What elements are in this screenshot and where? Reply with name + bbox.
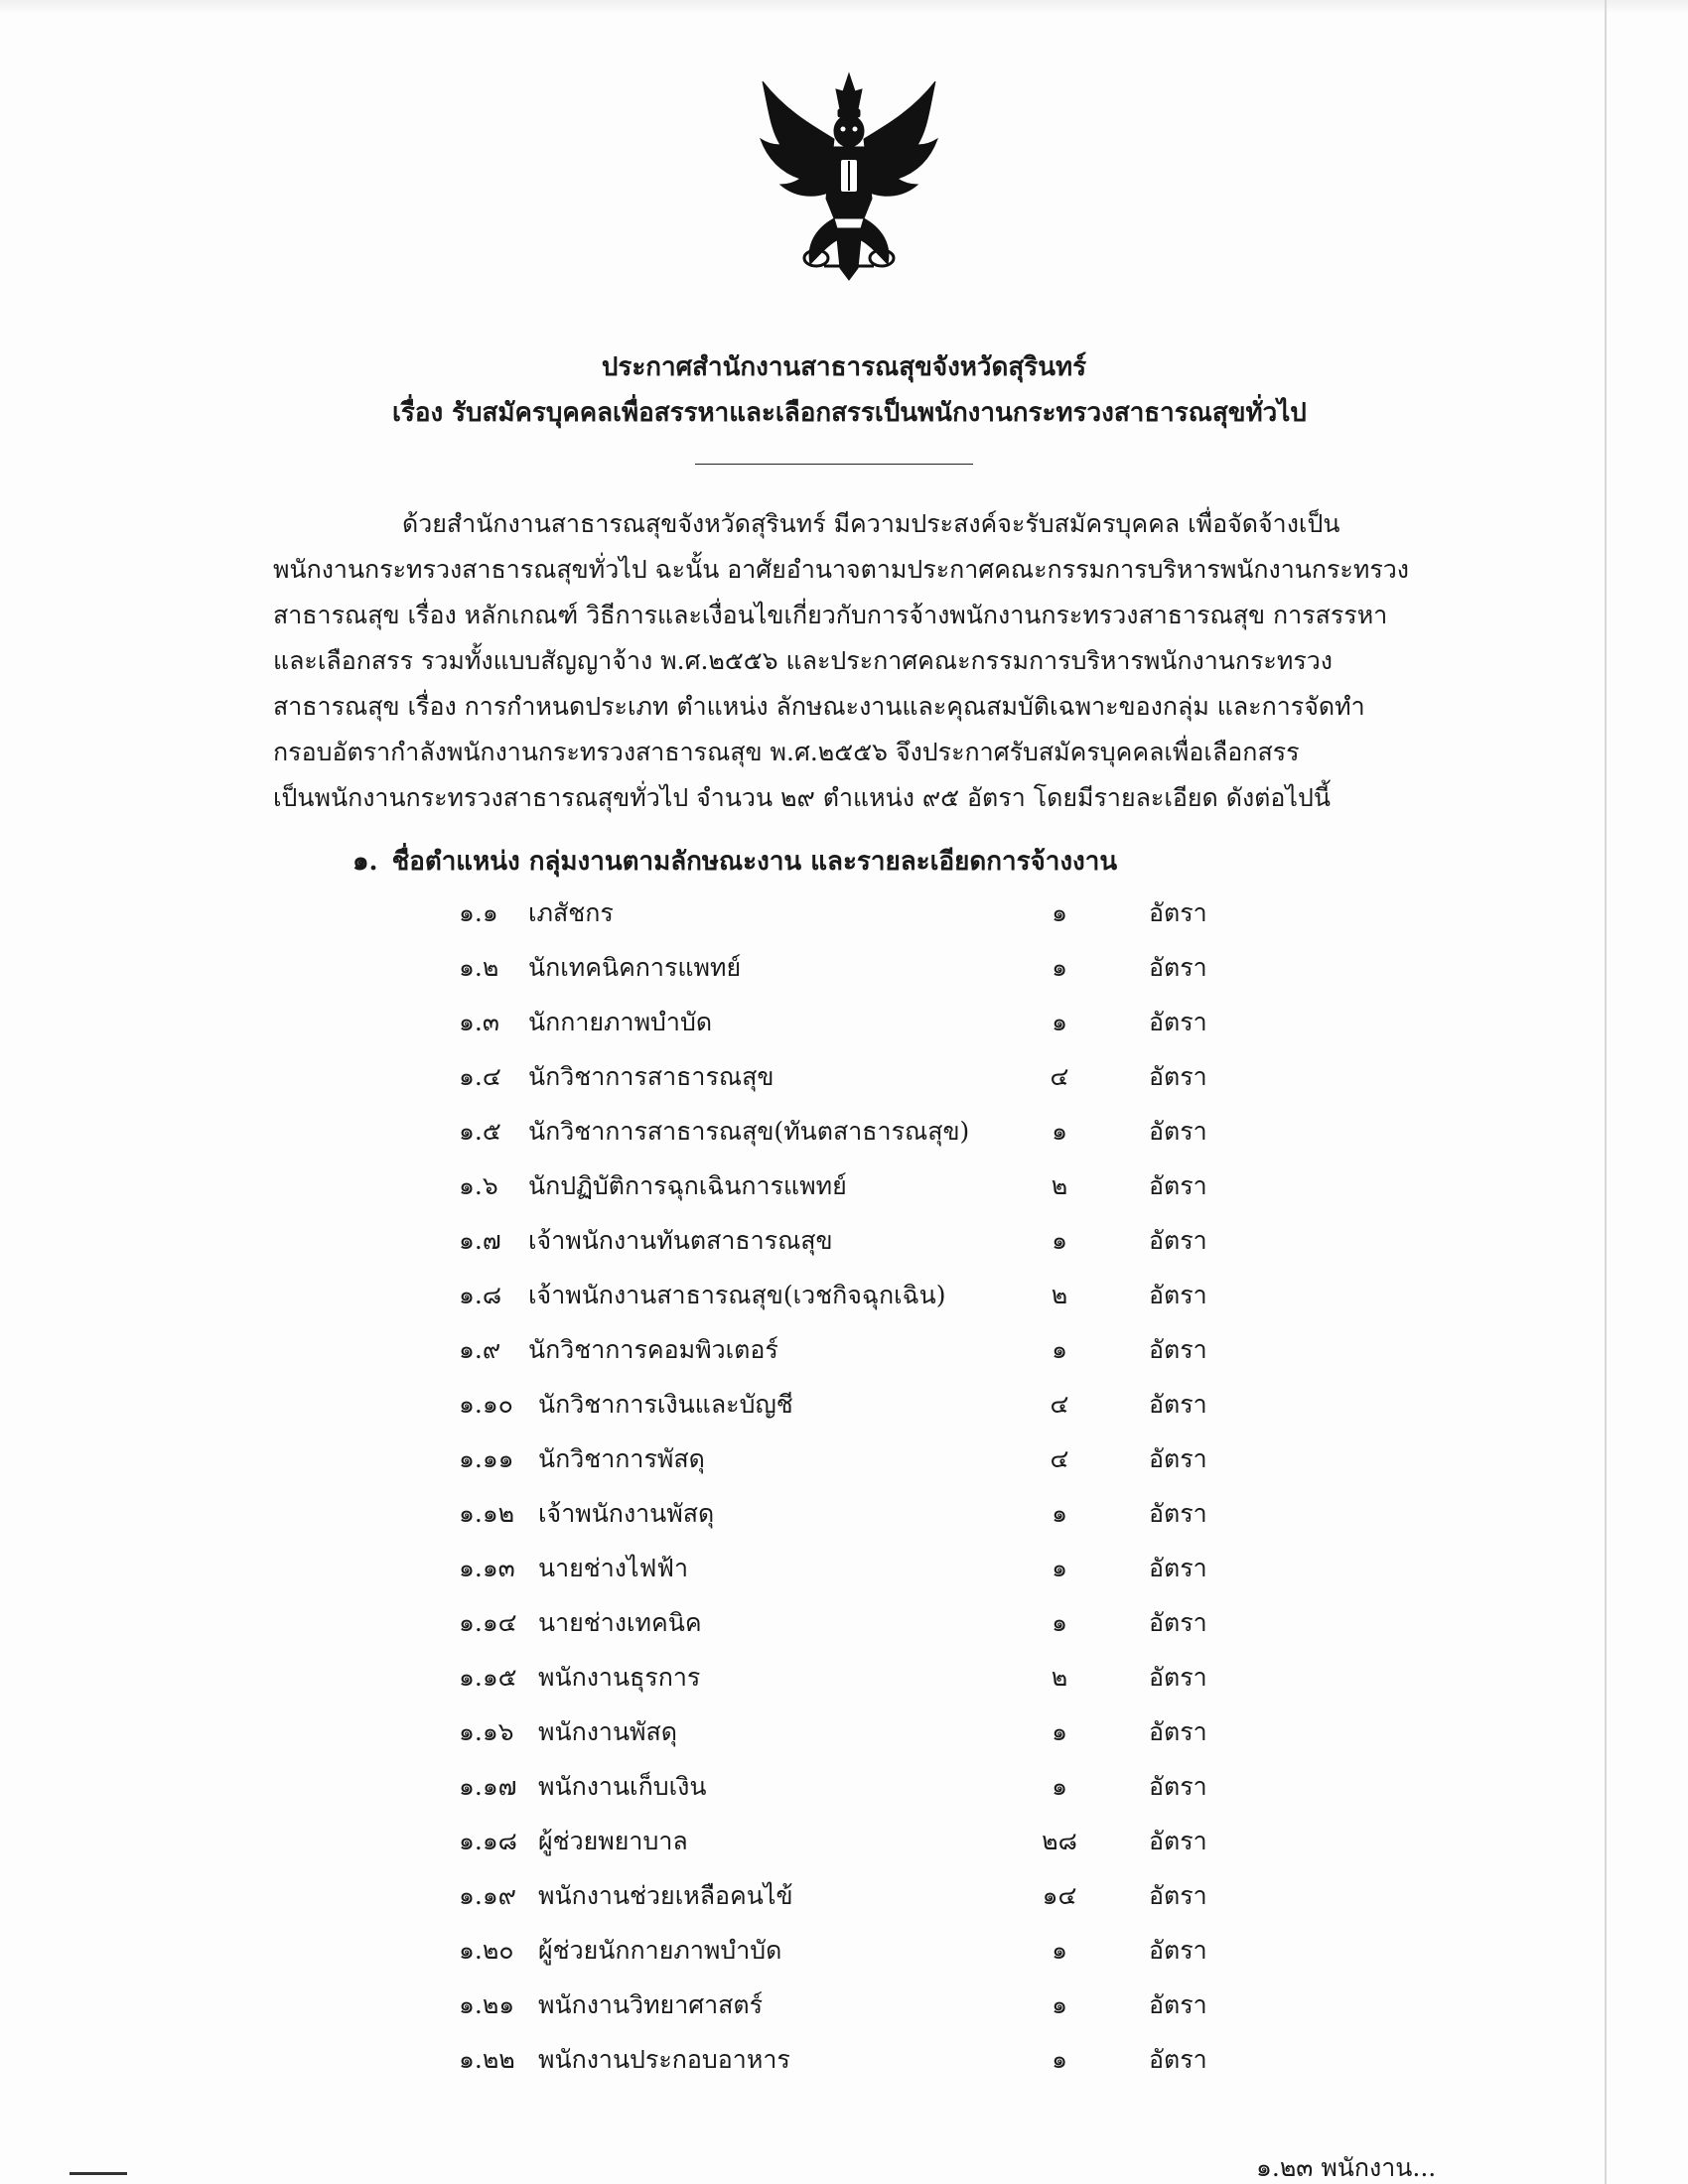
item-count: ๒๘ [1042, 1827, 1077, 1855]
item-unit: อัตรา [1149, 1827, 1207, 1855]
list-item [459, 1330, 1233, 1385]
body-paragraph [273, 501, 1455, 821]
item-position-name: พนักงานช่วยเหลือคนไข้ [538, 1881, 793, 1910]
item-count: ๑ [1052, 1554, 1067, 1582]
item-number: ๑.๙ [459, 1335, 501, 1364]
item-position-name: นักวิชาการสาธารณสุข(ทันตสาธารณสุข) [528, 1117, 970, 1146]
item-count: ๑ [1052, 1936, 1067, 1965]
item-unit: อัตรา [1149, 1281, 1207, 1309]
body-line: พนักงานกระทรวงสาธารณสุขทั่วไป ฉะนั้น อาศัยอำนาจตามประกาศคณะกรรมการบริหารพนักงานกระทรวง [273, 555, 1410, 584]
item-position-name: เจ้าพนักงานทันตสาธารณสุข [528, 1226, 833, 1255]
item-number: ๑.๑๙ [459, 1881, 516, 1910]
item-position-name: นักวิชาการพัสดุ [538, 1444, 705, 1473]
list-item [459, 1166, 1233, 1221]
list-item [459, 1658, 1233, 1712]
item-position-name: นักกายภาพบำบัด [528, 1008, 713, 1036]
item-unit: อัตรา [1149, 898, 1207, 927]
item-count: ๑ [1052, 1335, 1067, 1364]
continuation-text: ๑.๒๓ พนักงาน... [1256, 2153, 1437, 2182]
item-number: ๑.๑๗ [459, 1772, 517, 1801]
item-unit: อัตรา [1149, 1390, 1207, 1419]
item-position-name: พนักงานเก็บเงิน [538, 1772, 707, 1801]
item-position-name: เภสัชกร [528, 898, 614, 927]
item-position-name: นักวิชาการคอมพิวเตอร์ [528, 1335, 778, 1364]
item-count: ๑ [1052, 953, 1067, 982]
item-count: ๔ [1050, 1444, 1069, 1473]
item-number: ๑.๖ [459, 1171, 498, 1200]
document-subject [392, 393, 1345, 433]
body-line: สาธารณสุข เรื่อง หลักเกณฑ์ วิธีการและเงื่อนไขเกี่ยวกับการจ้างพนักงานกระทรวงสาธารณสุข การสรรหา [273, 601, 1388, 629]
item-unit: อัตรา [1149, 2045, 1207, 2074]
item-number: ๑.๗ [459, 1226, 501, 1255]
item-number: ๑.๑ [459, 898, 498, 927]
item-count: ๒ [1051, 1281, 1068, 1309]
item-number: ๑.๑๐ [459, 1390, 513, 1419]
item-unit: อัตรา [1149, 1772, 1207, 1801]
item-number: ๑.๒๒ [459, 2045, 515, 2074]
body-line: เป็นพนักงานกระทรวงสาธารณสุขทั่วไป จำนวน ๒๙ ตำแหน่ง ๙๕ อัตรา โดยมีรายละเอียด ดังต่อไปนี้ [273, 783, 1331, 812]
body-line: ด้วยสำนักงานสาธารณสุขจังหวัดสุรินทร์ มีความประสงค์จะรับสมัครบุคคล เพื่อจัดจ้างเป็น [402, 509, 1340, 538]
list-item [459, 1221, 1233, 1276]
item-number: ๑.๑๓ [459, 1554, 515, 1582]
item-unit: อัตรา [1149, 1936, 1207, 1965]
item-position-name: ผู้ช่วยพยาบาล [538, 1827, 688, 1855]
item-position-name: ผู้ช่วยนักกายภาพบำบัด [538, 1936, 782, 1965]
item-count: ๑๔ [1042, 1881, 1077, 1910]
list-item [459, 948, 1233, 1003]
list-item [459, 1603, 1233, 1658]
item-position-name: พนักงานวิทยาศาสตร์ [538, 1990, 764, 2019]
list-item [459, 1003, 1233, 1057]
list-item [459, 893, 1233, 948]
item-count: ๑ [1052, 898, 1067, 927]
item-position-name: เจ้าพนักงานสาธารณสุข(เวชกิจฉุกเฉิน) [528, 1281, 946, 1309]
item-count: ๑ [1052, 1226, 1067, 1255]
item-position-name: นายช่างไฟฟ้า [538, 1554, 689, 1582]
list-item [459, 2040, 1233, 2095]
item-number: ๑.๒๑ [459, 1990, 515, 2019]
list-item [459, 1385, 1233, 1439]
item-unit: อัตรา [1149, 1226, 1207, 1255]
item-position-name: พนักงานประกอบอาหาร [538, 2045, 790, 2074]
item-unit: อัตรา [1149, 1608, 1207, 1637]
subject-label: เรื่อง [392, 398, 444, 428]
list-item [459, 1822, 1233, 1876]
list-item [459, 1112, 1233, 1166]
item-position-name: นักวิชาการสาธารณสุข [528, 1062, 774, 1091]
item-position-name: พนักงานธุรการ [538, 1663, 701, 1692]
item-unit: อัตรา [1149, 1717, 1207, 1746]
item-number: ๑.๓ [459, 1008, 499, 1036]
item-unit: อัตรา [1149, 1663, 1207, 1692]
list-item [459, 1931, 1233, 1985]
item-position-name: พนักงานพัสดุ [538, 1717, 678, 1746]
list-item [459, 1276, 1233, 1330]
list-item [459, 1876, 1233, 1931]
item-number: ๑.๒๐ [459, 1936, 514, 1965]
list-item [459, 1712, 1233, 1767]
item-count: ๑ [1052, 1008, 1067, 1036]
item-position-name: นักเทคนิคการแพทย์ [528, 953, 742, 982]
item-unit: อัตรา [1149, 1990, 1207, 2019]
item-number: ๑.๑๕ [459, 1663, 517, 1692]
item-position-name: นายช่างเทคนิค [538, 1608, 702, 1637]
position-list [459, 893, 1233, 2095]
item-count: ๑ [1052, 1608, 1067, 1637]
section-heading-text: ชื่อตำแหน่ง กลุ่มงานตามลักษณะงาน และรายละเอียดการจ้างงาน [391, 847, 1118, 877]
item-position-name: เจ้าพนักงานพัสดุ [538, 1499, 715, 1528]
item-number: ๑.๑๒ [459, 1499, 515, 1528]
item-number: ๑.๘ [459, 1281, 502, 1309]
item-count: ๑ [1052, 1990, 1067, 2019]
item-unit: อัตรา [1149, 1554, 1207, 1582]
item-number: ๑.๑๖ [459, 1717, 514, 1746]
item-count: ๔ [1050, 1062, 1069, 1091]
item-number: ๑.๕ [459, 1117, 501, 1146]
item-count: ๑ [1052, 1717, 1067, 1746]
item-count: ๒ [1051, 1663, 1068, 1692]
item-number: ๑.๔ [459, 1062, 501, 1091]
item-count: ๑ [1052, 1499, 1067, 1528]
body-line: สาธารณสุข เรื่อง การกำหนดประเภท ตำแหน่ง ลักษณะงานและคุณสมบัติเฉพาะของกลุ่ม และการจัดทำ [273, 692, 1365, 721]
item-position-name: นักปฏิบัติการฉุกเฉินการแพทย์ [528, 1171, 847, 1200]
item-unit: อัตรา [1149, 1881, 1207, 1910]
scan-mark [70, 2172, 127, 2175]
scan-right-edge [1605, 0, 1607, 2184]
list-item [459, 1439, 1233, 1494]
item-unit: อัตรา [1149, 1171, 1207, 1200]
document-title: ประกาศสำนักงานสาธารณสุขจังหวัดสุรินทร์ [601, 352, 1087, 382]
item-number: ๑.๑๑ [459, 1444, 514, 1473]
item-number: ๑.๒ [459, 953, 499, 982]
item-number: ๑.๑๔ [459, 1608, 517, 1637]
title-divider [695, 464, 973, 465]
list-item [459, 1985, 1233, 2040]
item-unit: อัตรา [1149, 1062, 1207, 1091]
list-item [459, 1549, 1233, 1603]
garuda-emblem-icon [755, 69, 943, 283]
item-position-name: นักวิชาการเงินและบัญชี [538, 1390, 793, 1419]
list-item [459, 1767, 1233, 1822]
list-item [459, 1057, 1233, 1112]
section-number: ๑. [352, 847, 378, 877]
body-line: และเลือกสรร รวมทั้งแบบสัญญาจ้าง พ.ศ.๒๕๕๖ และประกาศคณะกรรมการบริหารพนักงานกระทรวง [273, 646, 1334, 675]
item-unit: อัตรา [1149, 1008, 1207, 1036]
section-heading [352, 842, 1117, 882]
list-item [459, 1494, 1233, 1549]
scan-top-edge [0, 0, 1688, 14]
item-count: ๑ [1052, 2045, 1067, 2074]
subject-text: รับสมัครบุคคลเพื่อสรรหาและเลือกสรรเป็นพนักงานกระทรวงสาธารณสุขทั่วไป [452, 398, 1307, 428]
item-unit: อัตรา [1149, 1444, 1207, 1473]
item-unit: อัตรา [1149, 1499, 1207, 1528]
item-count: ๑ [1052, 1117, 1067, 1146]
item-count: ๒ [1051, 1171, 1068, 1200]
item-count: ๔ [1050, 1390, 1069, 1419]
item-unit: อัตรา [1149, 1117, 1207, 1146]
body-line: กรอบอัตรากำลังพนักงานกระทรวงสาธารณสุข พ.ศ.๒๕๕๖ จึงประกาศรับสมัครบุคคลเพื่อเลือกสรร [273, 738, 1300, 766]
item-number: ๑.๑๘ [459, 1827, 517, 1855]
item-count: ๑ [1052, 1772, 1067, 1801]
item-unit: อัตรา [1149, 953, 1207, 982]
item-unit: อัตรา [1149, 1335, 1207, 1364]
